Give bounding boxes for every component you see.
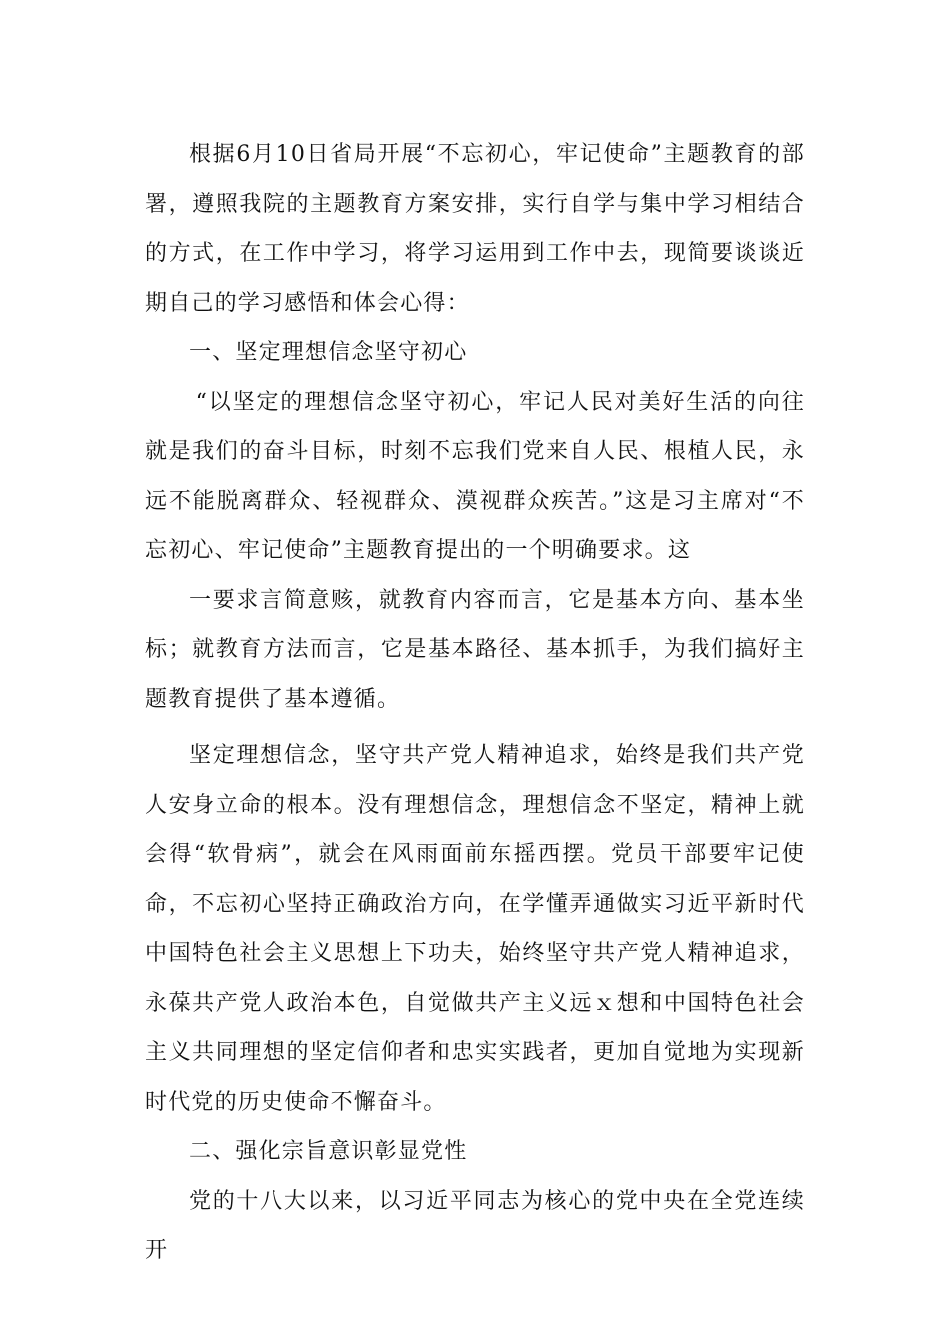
closing-paragraph: 党的十八大以来，以习近平同志为核心的党中央在全党连续开 <box>145 1188 805 1263</box>
document-body <box>145 130 805 1276</box>
requirement-paragraph: 一要求言简意赅，就教育内容而言，它是基本方向、基本坐标；就教育方法而言，它是基本路径、基本抓手，为我们搞好主题教育提供了基本遵循。 <box>145 587 805 712</box>
section-heading-1: 一、坚定理想信念坚守初心 <box>189 340 468 365</box>
section-heading-2: 二、强化宗旨意识彰显党性 <box>189 1139 468 1164</box>
quote-paragraph: “以坚定的理想信念坚守初心，牢记人民对美好生活的向往就是我们的奋斗目标，时刻不忘我们党来自人民、根植人民，永远不能脱离群众、轻视群众、漠视群众疾苦。”这是习主席对“不忘初心、牢记使命”主题教育提出的一个明确要求。这 <box>145 389 805 563</box>
intro-paragraph: 根据6月10日省局开展“不忘初心，牢记使命”主题教育的部署，遵照我院的主题教育方案安排，实行自学与集中学习相结合的方式，在工作中学习，将学习运用到工作中去，现简要谈谈近期自己的学习感悟和体会心得： <box>145 142 805 316</box>
belief-paragraph: 坚定理想信念，坚守共产党人精神追求，始终是我们共产党人安身立命的根本。没有理想信念，理想信念不坚定，精神上就会得“软骨病”，就会在风雨面前东摇西摆。党员干部要牢记使命，不忘初心坚持正确政治方向，在学懂弄通做实习近平新时代中国特色社会主义思想上下功夫，始终坚守共产党人精神追求，永葆共产党人政治本色，自觉做共产主义远ｘ想和中国特色社会主义共同理想的坚定信仰者和忠实实践者，更加自觉地为实现新时代党的历史使命不懈奋斗。 <box>145 743 805 1115</box>
